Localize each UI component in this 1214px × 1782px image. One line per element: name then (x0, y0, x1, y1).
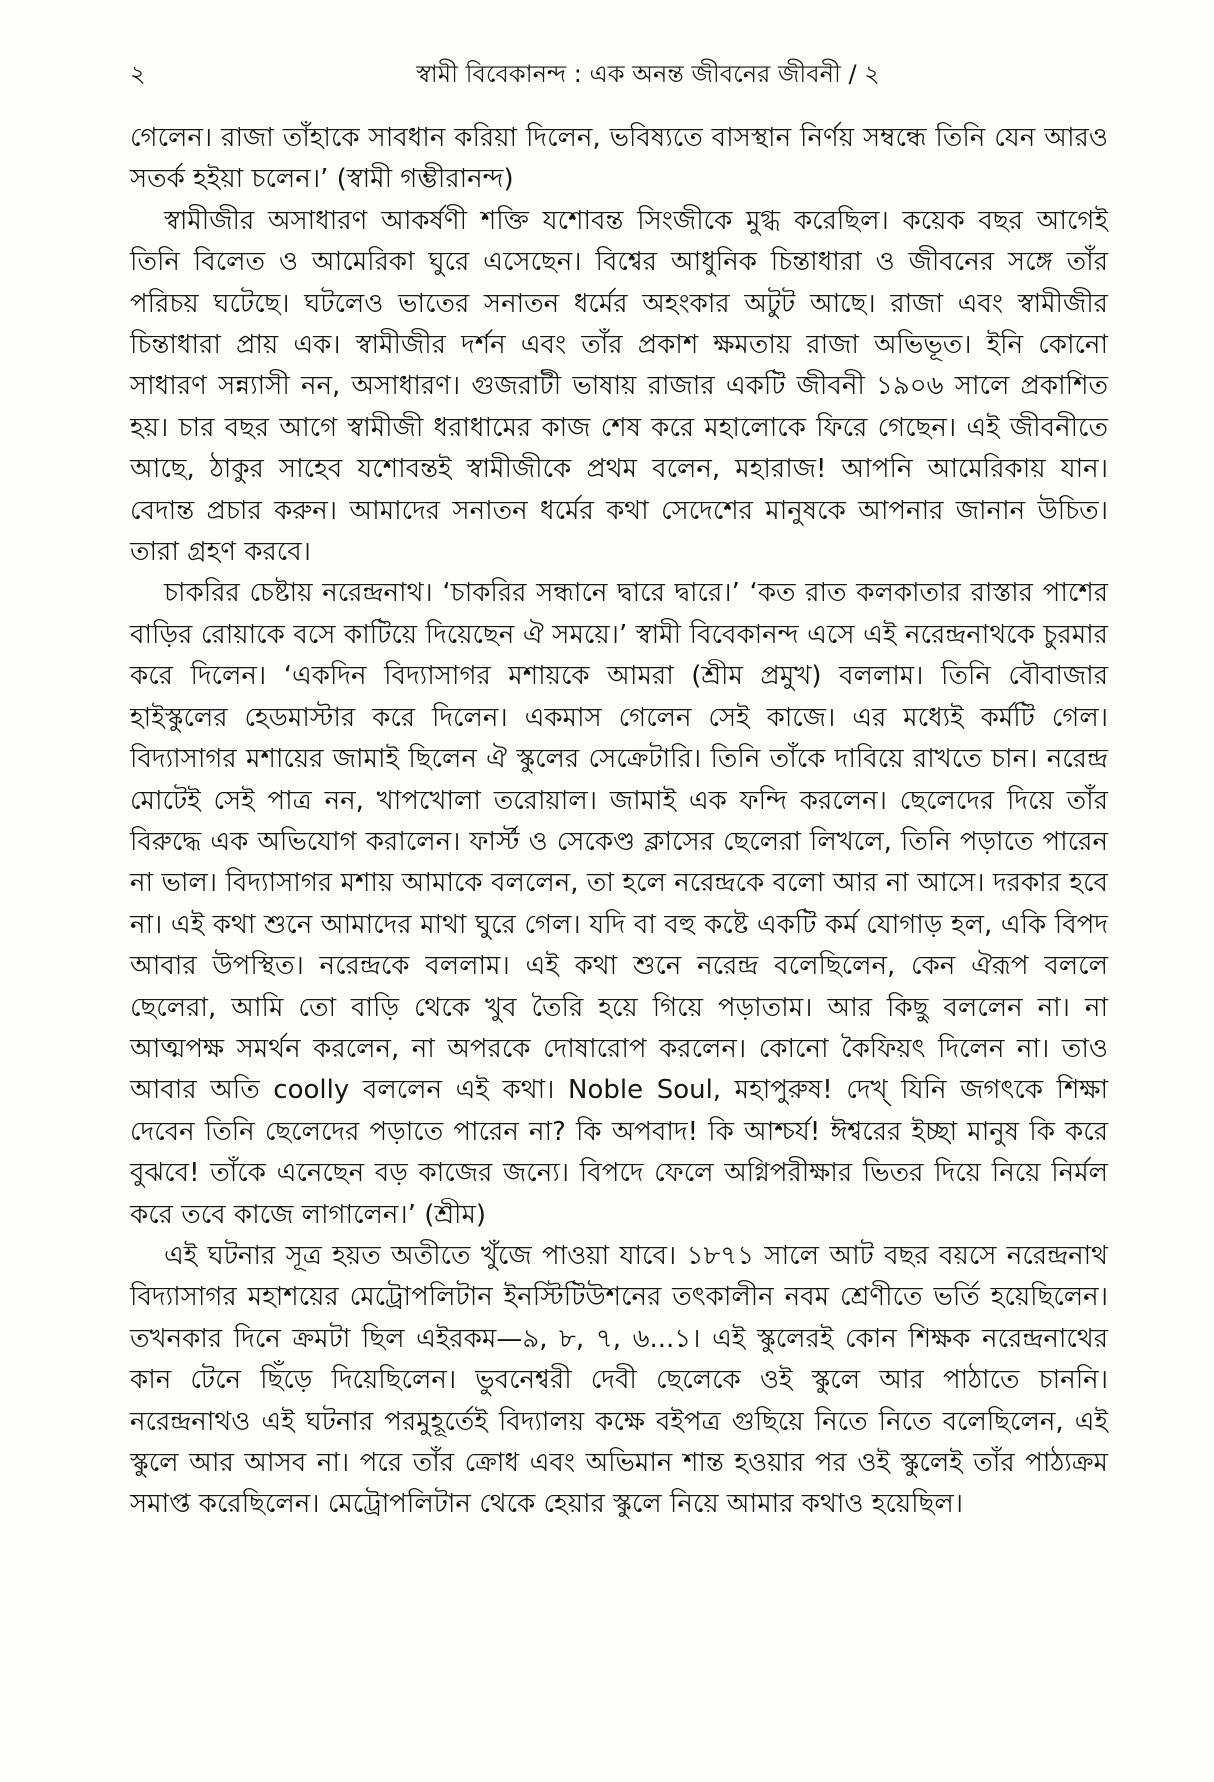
paragraph: স্বামীজীর অসাধারণ আকর্ষণী শক্তি যশোবন্ত সিংজীকে মুগ্ধ করেছিল। কয়েক বছর আগেই তিনি বিলেত ও আমেরিকা ঘুরে এসেছেন। বিশ্বের আধুনিক চিন্তাধারা ও জীবনের সঙ্গে তাঁর পরিচয় ঘটেছে। ঘটলেও ভাতের সনাতন ধর্মের অহংকার অটুট আছে। রাজা এবং স্বামীজীর চিন্তাধারা প্রায় এক। স্বামীজীর দর্শন এবং তাঁর প্রকাশ ক্ষমতায় রাজা অভিভূত। ইনি কোনো সাধারণ সন্ন্যাসী নন, অসাধারণ। গুজরাটী ভাষায় রাজার একটি জীবনী ১৯০৬ সালে প্রকাশিত হয়। চার বছর আগে স্বামীজী ধরাধামের কাজ শেষ করে মহালোকে ফিরে গেছেন। এই জীবনীতে আছে, ঠাকুর সাহেব যশোবন্তই স্বামীজীকে প্রথম বলেন, মহারাজ! আপনি আমেরিকায় যান। বেদান্ত প্রচার করুন। আমাদের সনাতন ধর্মের কথা সেদেশের মানুষকে আপনার জানান উচিত। তারা গ্রহণ করবে। (130, 205, 1108, 568)
paragraph: এই ঘটনার সূত্র হয়ত অতীতে খুঁজে পাওয়া যাবে। ১৮৭১ সালে আট বছর বয়সে নরেন্দ্রনাথ বিদ্যাসাগর মহাশয়ের মেট্রোপলিটান ইনস্টিটিউশনের তৎকালীন নবম শ্রেণীতে ভর্তি হয়েছিলেন। তখনকার দিনে ক্রমটা ছিল এইরকম—৯, ৮, ৭, ৬...১। এই স্কুলেরই কোন শিক্ষক নরেন্দ্রনাথের কান টেনে ছিঁড়ে দিয়েছিলেন। ভুবনেশ্বরী দেবী ছেলেকে ওই স্কুলে আর পাঠাতে চাননি। নরেন্দ্রনাথও এই ঘটনার পরমুহূর্তেই বিদ্যালয় কক্ষে বইপত্র গুছিয়ে নিতে নিতে বলেছিলেন, এই স্কুলে আর আসব না। পরে তাঁর ক্রোধ এবং অভিমান শান্ত হওয়ার পর ওই স্কুলেই তাঁর পাঠ্যক্রম সমাপ্ত করেছিলেন। মেট্রোপলিটান থেকে হেয়ার স্কুলে নিয়ে আমার কথাও হয়েছিল। (130, 1240, 1108, 1520)
page-number: ২ (130, 60, 146, 88)
body-text (130, 118, 1108, 1526)
paragraph: চাকরির চেষ্টায় নরেন্দ্রনাথ। ‘চাকরির সন্ধানে দ্বারে দ্বারে।’ ‘কত রাত কলকাতার রাস্তার পাশের বাড়ির রোয়াকে বসে কাটিয়ে দিয়েছেন ঐ সময়ে।’ স্বামী বিবেকানন্দ এসে এই নরেন্দ্রনাথকে চুরমার করে দিলেন। ‘একদিন বিদ্যাসাগর মশায়কে আমরা (শ্রীম প্রমুখ) বললাম। তিনি বৌবাজার হাইস্কুলের হেডমাস্টার করে দিলেন। একমাস গেলেন সেই কাজে। এর মধ্যেই কর্মটি গেল। বিদ্যাসাগর মশায়ের জামাই ছিলেন ঐ স্কুলের সেক্রেটারি। তিনি তাঁকে দাবিয়ে রাখতে চান। নরেন্দ্র মোটেই সেই পাত্র নন, খাপখোলা তরোয়াল। জামাই এক ফন্দি করলেন। ছেলেদের দিয়ে তাঁর বিরুদ্ধে এক অভিযোগ করালেন। ফার্স্ট ও সেকেণ্ড ক্লাসের ছেলেরা লিখলে, তিনি পড়াতে পারেন না ভাল। বিদ্যাসাগর মশায় আমাকে বললেন, তা হলে নরেন্দ্রকে বলো আর না আসে। দরকার হবে না। এই কথা শুনে আমাদের মাথা ঘুরে গেল। যদি বা বহু কষ্টে একটি কর্ম যোগাড় হল, একি বিপদ আবার উপস্থিত। নরেন্দ্রকে বললাম। এই কথা শুনে নরেন্দ্র বলেছিলেন, কেন ঐরূপ বললে ছেলেরা, আমি তো বাড়ি থেকে খুব তৈরি হয়ে গিয়ে পড়াতাম। আর কিছু বললেন না। না আত্মপক্ষ সমর্থন করলেন, না অপরকে দোষারোপ করলেন। কোনো কৈফিয়ৎ দিলেন না। তাও আবার অতি coolly বললেন এই কথা। Noble Soul, মহাপুরুষ! দেখ্ যিনি জগৎকে শিক্ষা দেবেন তিনি ছেলেদের পড়াতে পারেন না? কি অপবাদ! কি আশ্চর্য! ঈশ্বরের ইচ্ছা মানুষ কি করে বুঝবে! তাঁকে এনেছেন বড় কাজের জন্যে। বিপদে ফেলে অগ্নিপরীক্ষার ভিতর দিয়ে নিয়ে নির্মল করে তবে কাজে লাগালেন।’ (শ্রীম) (130, 578, 1108, 1230)
page-header (130, 56, 1106, 96)
paragraph: গেলেন। রাজা তাঁহাকে সাবধান করিয়া দিলেন, ভবিষ্যতে বাসস্থান নির্ণয় সম্বন্ধে তিনি যেন আরও সতর্ক হইয়া চলেন।’ (স্বামী গম্ভীরানন্দ) (130, 123, 1108, 195)
running-title: স্বামী বিবেকানন্দ : এক অনন্ত জীবনের জীবনী / ২ (416, 60, 880, 88)
